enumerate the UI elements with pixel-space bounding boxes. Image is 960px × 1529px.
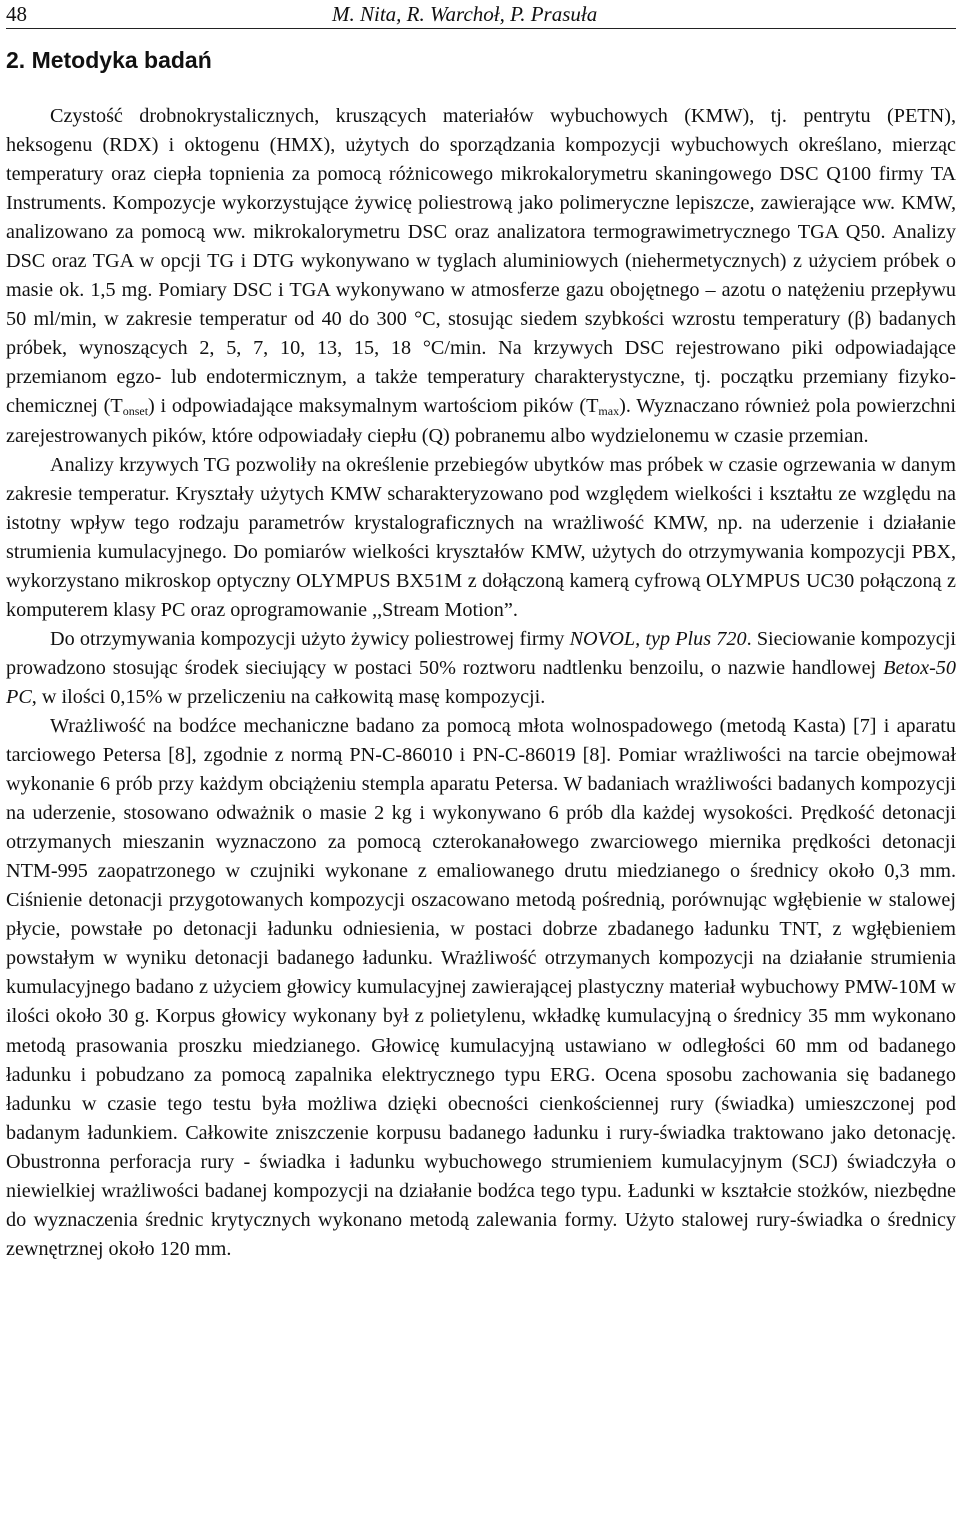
header-authors: M. Nita, R. Warchoł, P. Prasuła (332, 2, 598, 26)
section-title: 2. Metodyka badań (6, 47, 212, 73)
paragraph-text: , w ilości 0,15% w przeliczeniu na całkowitą masę kompozycji. (31, 685, 546, 708)
resin-name: NOVOL, typ Plus 720 (569, 627, 747, 650)
paragraph-resin (6, 625, 956, 712)
paragraph-tg-crystals: Analizy krzywych TG pozwoliły na określenie przebiegów ubytków mas próbek w czasie ogrzewania w danym zakresie temperatur. Kryształy użytych KMW scharakteryzowano pod względem wielkości i kształtu ze względu na istotny wpływ tego rodzaju parametrów krystalograficznych na wrażliwość KMW, np. na uderzenie i działanie strumienia kumulacyjnego. Do pomiarów wielkości kryształów KMW, użytych do otrzymywania kompozycji PBX, wykorzystano mikroskop optyczny OLYMPUS BX51M z dołączoną kamerą cyfrową OLYMPUS UC30 połączoną z komputerem klasy PC oraz oprogramowanie ,,Stream Motion”. (6, 453, 956, 621)
paragraph-text: ). Wyznaczano również pola powierzchni zarejestrowanych pików, które odpowiadały ciepłu (Q) pobranemu albo wydzielonemu w czasie przemian. (6, 395, 956, 447)
paragraph-text: Czystość drobnokrystalicznych, kruszących materiałów wybuchowych (KMW), tj. pentrytu (PETN), heksogenu (RDX) i oktogenu (HMX), użytych do sporządzania kompozycji wybuchowych określano, mierząc temperatury oraz ciepła topnienia za pomocą różnicowego mikrokalorymetru skaningowego DSC Q100 firmy TA Instruments. Kompozycje wykorzystujące żywicę poliestrową jako polimeryczne lepiszcze, zawierające ww. KMW, analizowano za pomocą ww. mikrokalorymetru DSC oraz analizatora termograwimetrycznego TGA Q50. Analizy DSC oraz TGA w opcji TG i DTG wykonywano w tyglach aluminiowych (niehermetycznych) z użyciem próbek o masie ok. 1,5 mg. Pomiary DSC i TGA wykonywano w atmosferze gazu obojętnego – azotu o natężeniu przepływu 50 ml/min, w zakresie temperatur od 40 do 300 °C, stosując siedem szybkości wzrostu temperatury (β) badanych próbek, wynoszących 2, 5, 7, 10, 13, 15, 18 °C/min. Na krzywych DSC rejestrowano piki odpowiadające przemianom egzo- lub endotermicznym, a także temperatury charakterystyczne, tj. początku przemiany fizyko-chemicznej (T (6, 105, 956, 418)
paragraph-sensitivity: Wrażliwość na bodźce mechaniczne badano za pomocą młota wolnospadowego (metodą Kasta) [7] i aparatu tarciowego Petersa [8], zgodnie z normą PN-C-86010 i PN-C-86019 [8]. Pomiar wrażliwości na tarcie obejmował wykonanie 6 prób przy każdym obciążeniu stempla aparatu Petersa. W badaniach wrażliwości badanych kompozycji na uderzenie, stosowano odważnik o masie 2 kg i wykonywano 6 prób dla każdej wysokości. Prędkość detonacji otrzymanych mieszanin wyznaczono za pomocą czterokanałowego zwarciowego miernika prędkości detonacji NTM-995 zaopatrzonego w czujniki wykonane z emaliowanego drutu miedzianego o średnicy około 0,3 mm. Ciśnienie detonacji przygotowanych kompozycji oszacowano metodą pośrednią, porównując wgłębienie w stalowej płycie, powstałe po detonacji ładunku odniesienia, w postaci dobrze zbadanego ładunku TNT, z wgłębieniem powstałym w wyniku detonacji badanego ładunku. Wrażliwość otrzymanych kompozycji na działanie strumienia kumulacyjnego badano z użyciem głowicy kumulacyjnej zawierającej plastyczny materiał wybuchowy PMW-10M w ilości około 30 g. Korpus głowicy wykonany był z polietylenu, wkładkę kumulacyjną o średnicy 35 mm wykonano metodą prasowania proszku miedzianego. Głowicę kumulacyjną ustawiano w odległości 60 mm od badanego ładunku i pobudzano za pomocą zapalnika elektrycznego typu ERG. Ocena sposobu zachowania się badanego ładunku w czasie tego testu była możliwa dzięki obecności cienkościennej rury (świadka) umieszczonej pod badanym ładunkiem. Całkowite zniszczenie korpusu badanego ładunku i rury-świadka traktowano jako detonację. Obustronna perforacja rury - świadka i ładunku wybuchowego strumieniem kumulacyjnym (SCJ) świadczyła o niewielkiej wrażliwości badanej kompozycji na działanie bodźca tego typu. Ładunki w kształcie stożków, niezbędne do wyznaczenia średnic krytycznych wykonano metodą zalewania formy. Użyto stalowej rury-świadka o średnicy zewnętrznej około 120 mm. (6, 714, 956, 1260)
crosslinker-name: Betox-50 PC (6, 656, 956, 708)
subscript-max: max (598, 404, 620, 419)
body-text (6, 102, 956, 1264)
page-number: 48 (6, 2, 27, 26)
paragraph-methods-dsc-tga (6, 102, 956, 451)
paragraph-text: . Sieciowanie kompozycji prowadzono stosując środek sieciujący w postaci 50% roztworu nadtlenku benzoilu, o nazwie handlowej (6, 627, 956, 679)
paragraph-text: Do otrzymywania kompozycji użyto żywicy poliestrowej firmy (50, 627, 570, 650)
document-page (6, 0, 956, 1264)
subscript-onset: onset (122, 404, 149, 419)
running-header (6, 0, 956, 29)
paragraph-text: ) i odpowiadające maksymalnym wartościom pików (T (148, 395, 599, 418)
